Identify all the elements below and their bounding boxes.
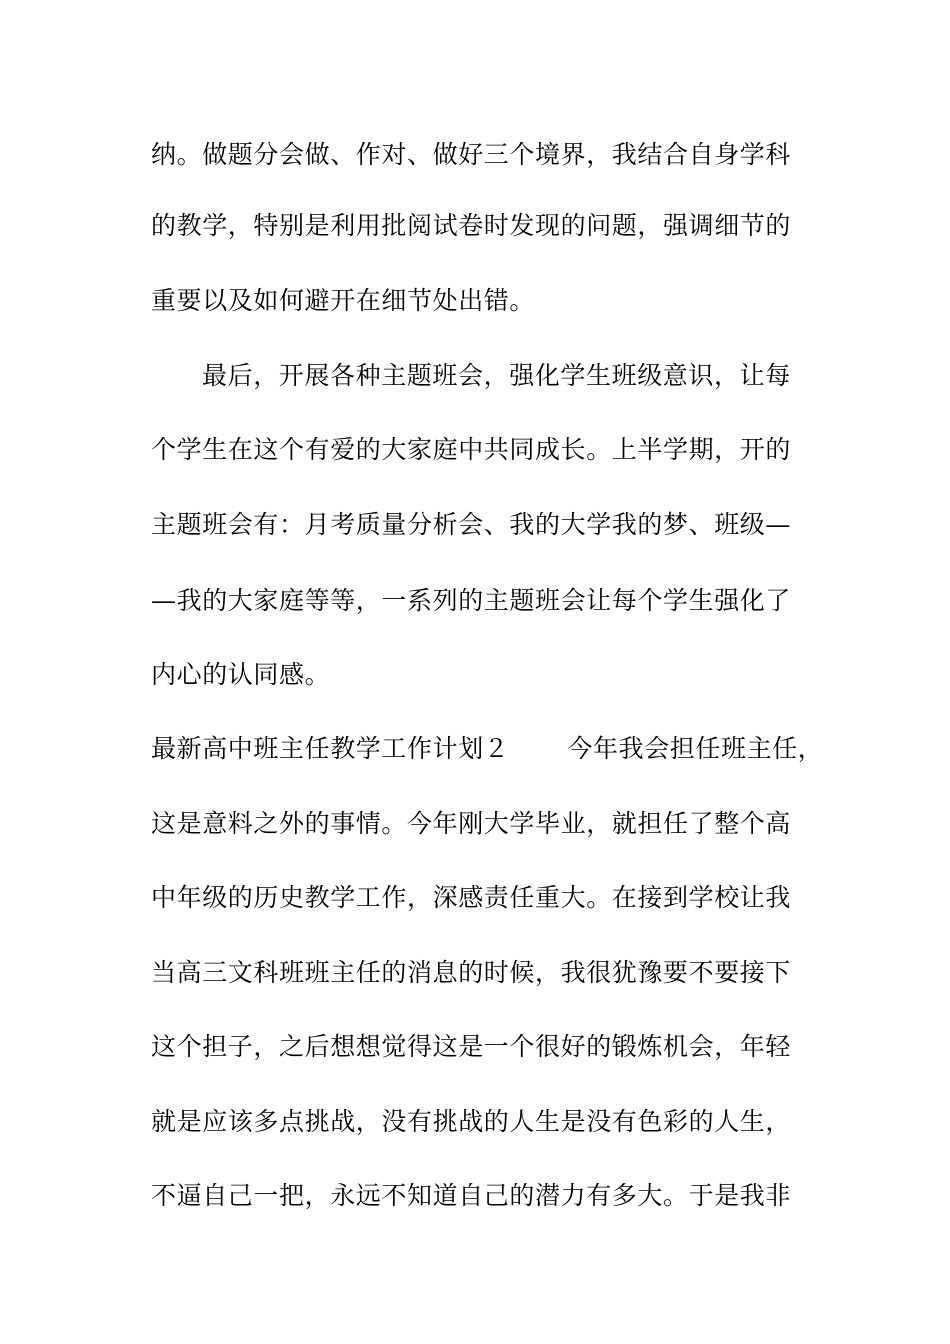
paragraph-line: —我的大家庭等等，一系列的主题班会让每个学生强化了 [151,586,792,615]
paragraph-line: 当高三文科班班主任的消息的时候，我很犹豫要不要接下 [151,958,792,987]
paragraph-line-start: 今年我会担任班主任， [567,734,824,763]
paragraph-line: 最后，开展各种主题班会，强化学生班级意识，让每 [202,361,791,390]
paragraph-line: 纳。做题分会做、作对、做好三个境界，我结合自身学科 [151,140,792,169]
paragraph-line: 这个担子，之后想想觉得这是一个很好的锻炼机会，年轻 [151,1032,792,1061]
paragraph-line: 内心的认同感。 [151,660,331,689]
paragraph-line: 个学生在这个有爱的大家庭中共同成长。上半学期，开的 [151,435,792,464]
paragraph-line: 不逼自己一把，永远不知道自己的潜力有多大。于是我非 [151,1181,792,1210]
paragraph-line: 重要以及如何避开在细节处出错。 [151,286,536,315]
paragraph-line: 就是应该多点挑战，没有挑战的人生是没有色彩的人生， [151,1107,792,1136]
paragraph-line: 主题班会有：月考质量分析会、我的大学我的梦、班级— [151,510,792,539]
paragraph-line: 中年级的历史教学工作，深感责任重大。在接到学校让我 [151,883,792,912]
section-heading: 最新高中班主任教学工作计划２ [151,734,510,763]
paragraph-line: 这是意料之外的事情。今年刚大学毕业，就担任了整个高 [151,809,792,838]
section-heading-line [151,732,824,766]
paragraph-line: 的教学，特别是利用批阅试卷时发现的问题，强调细节的 [151,211,792,240]
